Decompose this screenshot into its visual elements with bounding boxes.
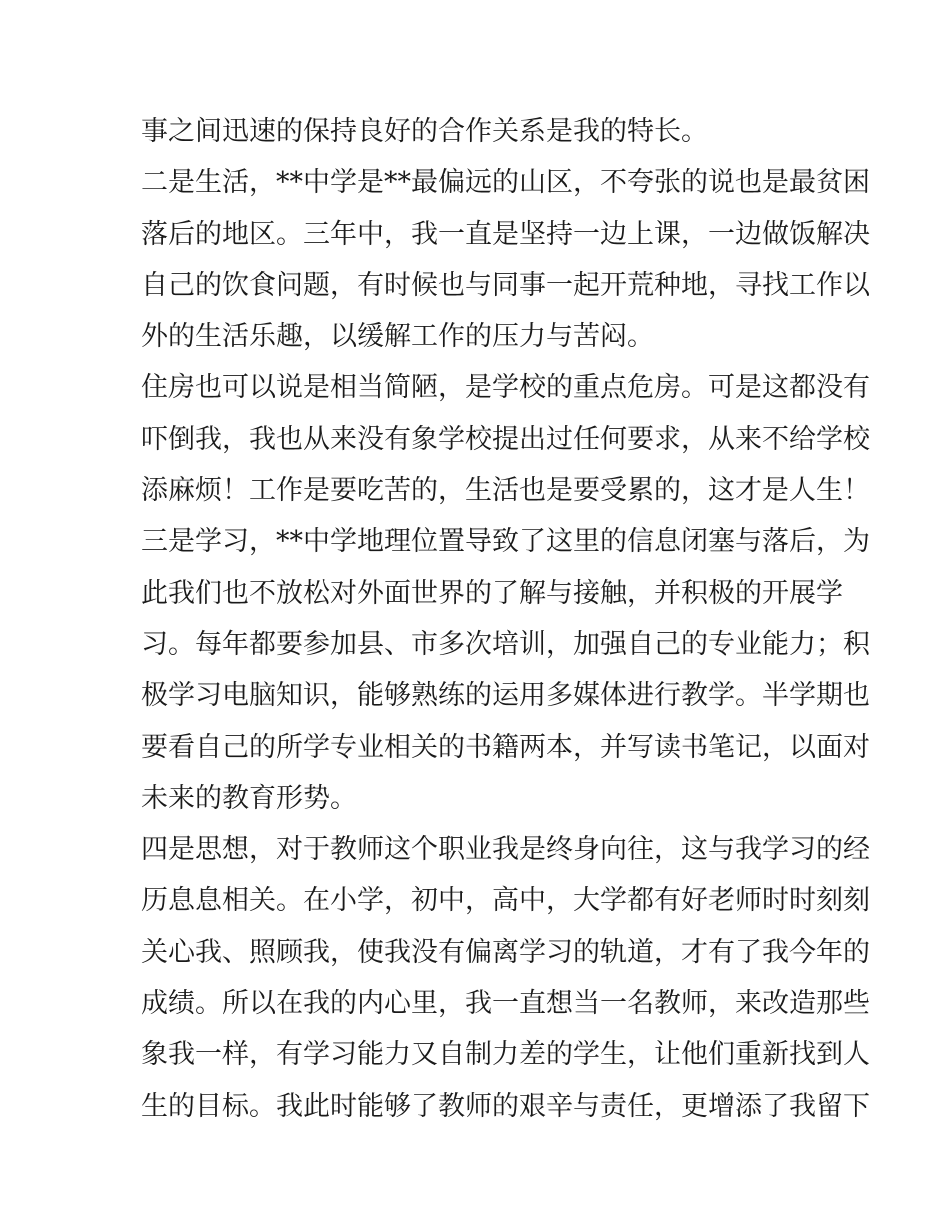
text-line: 自己的饮食问题，有时候也与同事一起开荒种地，寻找工作以 [141,269,870,301]
text-line: 四是思想，对于教师这个职业我是终身向往，这与我学习的经 [141,834,870,866]
text-line: 未来的教育形势。 [141,782,357,814]
body-text [141,106,870,1132]
text-line: 极学习电脑知识，能够熟练的运用多媒体进行教学。半学期也 [141,680,870,712]
text-line: 象我一样，有学习能力又自制力差的学生，让他们重新找到人 [141,1039,870,1071]
text-line: 历息息相关。在小学，初中，高中，大学都有好老师时时刻刻 [141,885,870,917]
text-line: 二是生活，**中学是**最偏远的山区，不夸张的说也是最贫困 [141,167,870,199]
text-line: 外的生活乐趣，以缓解工作的压力与苦闷。 [141,321,654,353]
text-line: 添麻烦！工作是要吃苦的，生活也是要受累的，这才是人生！ [141,475,870,507]
text-line: 习。每年都要参加县、市多次培训，加强自己的专业能力；积 [141,628,870,660]
text-line: 此我们也不放松对外面世界的了解与接触，并积极的开展学 [141,577,843,609]
text-line: 关心我、照顾我，使我没有偏离学习的轨道，才有了我今年的 [141,936,870,968]
text-line: 要看自己的所学专业相关的书籍两本，并写读书笔记，以面对 [141,731,870,763]
text-line: 成绩。所以在我的内心里，我一直想当一名教师，来改造那些 [141,988,870,1020]
text-line: 生的目标。我此时能够了教师的艰辛与责任，更增添了我留下 [141,1090,870,1122]
text-line: 住房也可以说是相当简陋，是学校的重点危房。可是这都没有 [141,372,870,404]
text-line: 三是学习，**中学地理位置导致了这里的信息闭塞与落后，为 [141,526,870,558]
text-line: 吓倒我，我也从来没有象学校提出过任何要求，从来不给学校 [141,423,870,455]
text-line: 事之间迅速的保持良好的合作关系是我的特长。 [141,116,708,147]
text-line: 落后的地区。三年中，我一直是坚持一边上课，一边做饭解决 [141,218,870,250]
